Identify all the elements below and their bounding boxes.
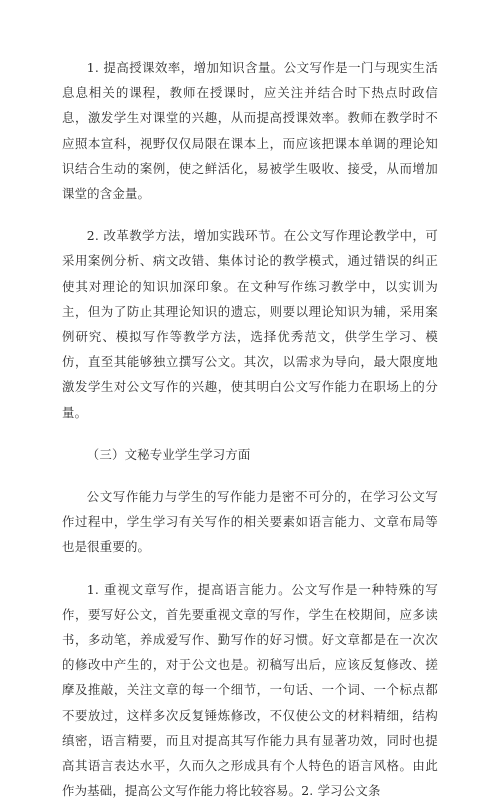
paragraph-teaching-methods: 2. 改革教学方法，增加实践环节。在公文写作理论教学中，可采用案例分析、病文改错、集体讨论的教学模式，通过错误的纠正使其对理论的知识加深印象。在文种写作练习教学中，以实训为主，但为了防止其理论知识的遗忘，则要以理论知识为辅，采用案例研究、模拟写作等教学方法，选择优秀范文，供学生学习、模仿，直至其能够独立撰写公文。其次，以需求为导向，最大限度地激发学生对公文写作的兴趣，使其明白公文写作能力在职场上的分量。 [62,228,438,420]
paragraph-teaching-efficiency: 1. 提高授课效率，增加知识含量。公文写作是一门与现实生活息息相关的课程，教师在授课时，应关注并结合时下热点时政信息，激发学生对课堂的兴趣，从而提高授课效率。教师在教学时不应照本宣科，视野仅仅局限在课本上，而应该把课本单调的理论知识结合生动的案例，使之鲜活化，易被学生吸收、接受，从而增加课堂的含金量。 [62,60,438,202]
section-heading-student-learning: （三）文秘专业学生学习方面 [86,446,251,462]
paragraph-writing-ability: 公文写作能力与学生的写作能力是密不可分的，在学习公文写作过程中，学生学习有关写作的相关要素如语言能力、文章布局等也是很重要的。 [62,489,438,555]
paragraph-article-writing: 1. 重视文章写作，提高语言能力。公文写作是一种特殊的写作，要写好公文，首先要重视文章的写作，学生在校期间，应多读书，多动笔，养成爱写作、勤写作的好习惯。好文章都是在一次次的修改中产生的，对于公文也是。初稿写出后，应该反复修改、搓摩及推敲，关注文章的每一个细节，一句话、一个词、一个标点都不要放过，这样多次反复锤炼修改，不仅使公文的材料精细，结构缜密，语言精要，而且对提高其写作能力具有显著功效，同时也提高其语言表达水平，久而久之形成具有个人特色的语言风格。由此作为基础，提高公文写作能力将比较容易。2. 学习公文条 [62,581,438,799]
